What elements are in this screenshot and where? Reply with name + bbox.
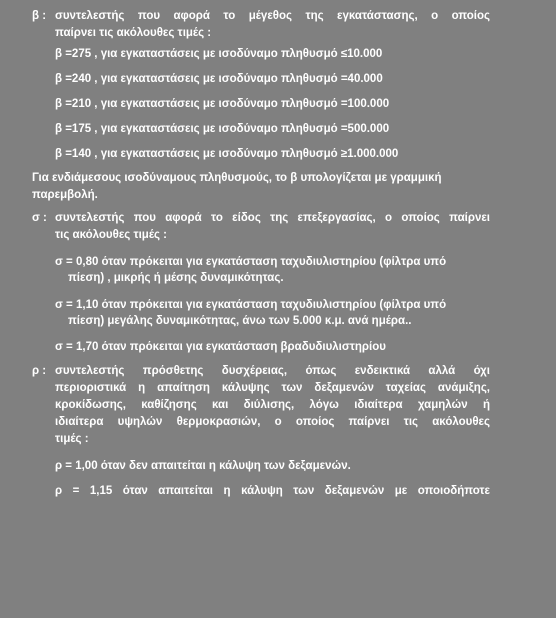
sigma-item-2-line-2: πίεση) μεγάλης δυναμικότητας, άνω των 5.000 κ.μ. ανά ημέρα.. [68, 315, 412, 327]
sigma-item-3: σ = 1,70 όταν πρόκειται για εγκατάσταση βραδυδιυλιστηρίου [55, 341, 386, 353]
beta-item: β =240 , για εγκαταστάσεις με ισοδύναμο πληθυσμό =40.000 [55, 73, 383, 85]
sigma-item-1-line-2: πίεση) , μικρής ή μέσης δυναμικότητας. [68, 272, 284, 284]
beta-desc-line-1: συντελεστής που αφορά το μέγεθος της εγκατάστασης, ο οποίος [55, 10, 490, 22]
sigma-symbol: σ : [32, 212, 47, 224]
rho-desc-line-3: κροκίδωσης, καθίζησης και διύλισης, λόγω ιδιαίτερα χαμηλών ή [55, 399, 490, 411]
rho-desc-line-2: περιοριστικά η απαίτηση κάλυψης των δεξαμενών ταχείας ανάμιξης, [55, 382, 490, 394]
sigma-desc-line-1: συντελεστής που αφορά το είδος της επεξεργασίας, ο οποίος παίρνει [55, 212, 490, 224]
beta-item: β =275 , για εγκαταστάσεις με ισοδύναμο πληθυσμό ≤10.000 [55, 48, 383, 60]
beta-item: β =175 , για εγκαταστάσεις με ισοδύναμο πληθυσμό =500.000 [55, 123, 390, 135]
rho-item: ρ = 1,15 όταν απαιτείται η κάλυψη των δεξαμενών με οποιοδήποτε [55, 485, 490, 497]
beta-note-line-1: Για ενδιάμεσους ισοδύναμους πληθυσμούς, το β υπολογίζεται με γραμμική [32, 172, 442, 184]
rho-desc-line-1: συντελεστής πρόσθετης δυσχέρειας, όπως ενδεικτικά αλλά όχι [55, 365, 490, 377]
sigma-item-1-line-1: σ = 0,80 όταν πρόκειται για εγκατάσταση ταχυδιυλιστηρίου (φίλτρα υπό [55, 256, 447, 268]
rho-desc-line-4: ιδιαίτερα υψηλών θερμοκρασιών, ο οποίος παίρνει τις ακόλουθες [55, 416, 490, 428]
beta-item: β =140 , για εγκαταστάσεις με ισοδύναμο πληθυσμό ≥1.000.000 [55, 148, 399, 160]
rho-item: ρ = 1,00 όταν δεν απαιτείται η κάλυψη των δεξαμενών. [55, 460, 351, 472]
beta-desc-line-2: παίρνει τις ακόλουθες τιμές : [55, 27, 212, 39]
beta-symbol: β : [32, 10, 47, 22]
sigma-desc-line-2: τις ακόλουθες τιμές : [55, 229, 168, 241]
rho-symbol: ρ : [32, 365, 47, 377]
sigma-item-2-line-1: σ = 1,10 όταν πρόκειται για εγκατάσταση ταχυδιυλιστηρίου (φίλτρα υπό [55, 299, 447, 311]
rho-desc-line-5: τιμές : [55, 433, 89, 445]
beta-item: β =210 , για εγκαταστάσεις με ισοδύναμο πληθυσμό =100.000 [55, 98, 390, 110]
beta-note-line-2: παρεμβολή. [32, 189, 98, 201]
